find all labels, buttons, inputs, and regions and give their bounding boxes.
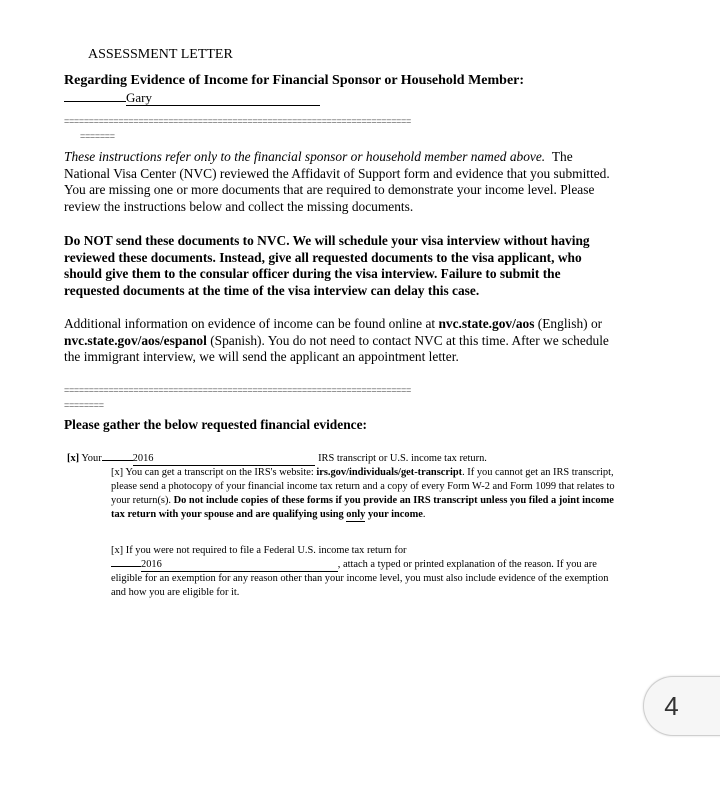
sub2-checkbox: [x] [111,545,124,556]
sub2-year: 2016 [141,559,338,572]
aos-link[interactable]: nvc.state.gov/aos [438,316,535,331]
page-number-indicator[interactable] [643,676,720,736]
warning-paragraph: Do NOT send these documents to NVC. We will schedule your visa interview without having reviewed these documents. Instead, give all requested documents to the visa applicant, who should give them to the consular officer during the visa interview. Failure to submit the requested documents at the time of the visa interview can delay this case. [64,233,590,298]
intro-italic: These instructions refer only to the financial sponsor or household member named above. [64,149,546,164]
irs-transcript-link[interactable]: irs.gov/individuals/get-transcript [316,467,463,478]
item1-description: IRS transcript or U.S. income tax return. [318,453,487,464]
item1-year: 2016 [133,453,316,466]
item1-checkbox: [x] [67,453,80,464]
aos-espanol-link[interactable]: nvc.state.gov/aos/espanol [64,332,207,348]
gather-heading: Please gather the below requested financial evidence: [64,417,367,432]
letter-heading: ASSESSMENT LETTER [88,47,233,62]
separator-2: ====================================================================== [64,385,411,395]
evidence-subitem-1: [x] You can get a transcript on the IRS's website: irs.gov/individuals/get-transcript. If you cannot get an IRS transcript, please send a photocopy of your financial income tax return and a copy of every Form W-2 and Form 1099 that relates to your return(s). Do not include copies of these forms if you provide an IRS transcript unless you filed a joint income tax return with your spouse and are qualifying using only your income. [111,467,615,520]
page-number: 4 [664,690,679,721]
intro-paragraph [64,149,612,215]
sponsor-name-line [64,90,320,106]
separator-1-tail: ======= [80,131,115,141]
separator-1: ====================================================================== [64,116,411,126]
regarding-title: Regarding Evidence of Income for Financial Sponsor or Household Member: [64,73,525,88]
separator-2-tail: ======== [64,400,104,410]
sub1-checkbox: [x] [111,467,124,478]
evidence-subitem-2: [x] If you were not required to file a Federal U.S. income tax return for 2016 , attach a typed or printed explanation of the reason. If you are eligible for an exemption for any reason other than your income level, you must also include evidence of the exemption and how you are eligible for it. [111,545,609,598]
info-paragraph: Additional information on evidence of income can be found online at nvc.state.gov/aos (English) or nvc.state.gov/aos/espanol (Spanish). You do not need to contact NVC at this time. After we schedule the immigrant interview, we will send the applicant an appointment letter. [64,316,609,365]
intro-text: The National Visa Center (NVC) reviewed the Affidavit of Support form and evidence that you submitted. You are missing one or more documents that are required to demonstrate your income level. Please review the instructions below and collect the missing documents. [64,149,610,214]
evidence-item-1: [x] Your 2016 IRS transcript or U.S. income tax return. [67,453,487,464]
sponsor-name: Gary [126,91,320,106]
